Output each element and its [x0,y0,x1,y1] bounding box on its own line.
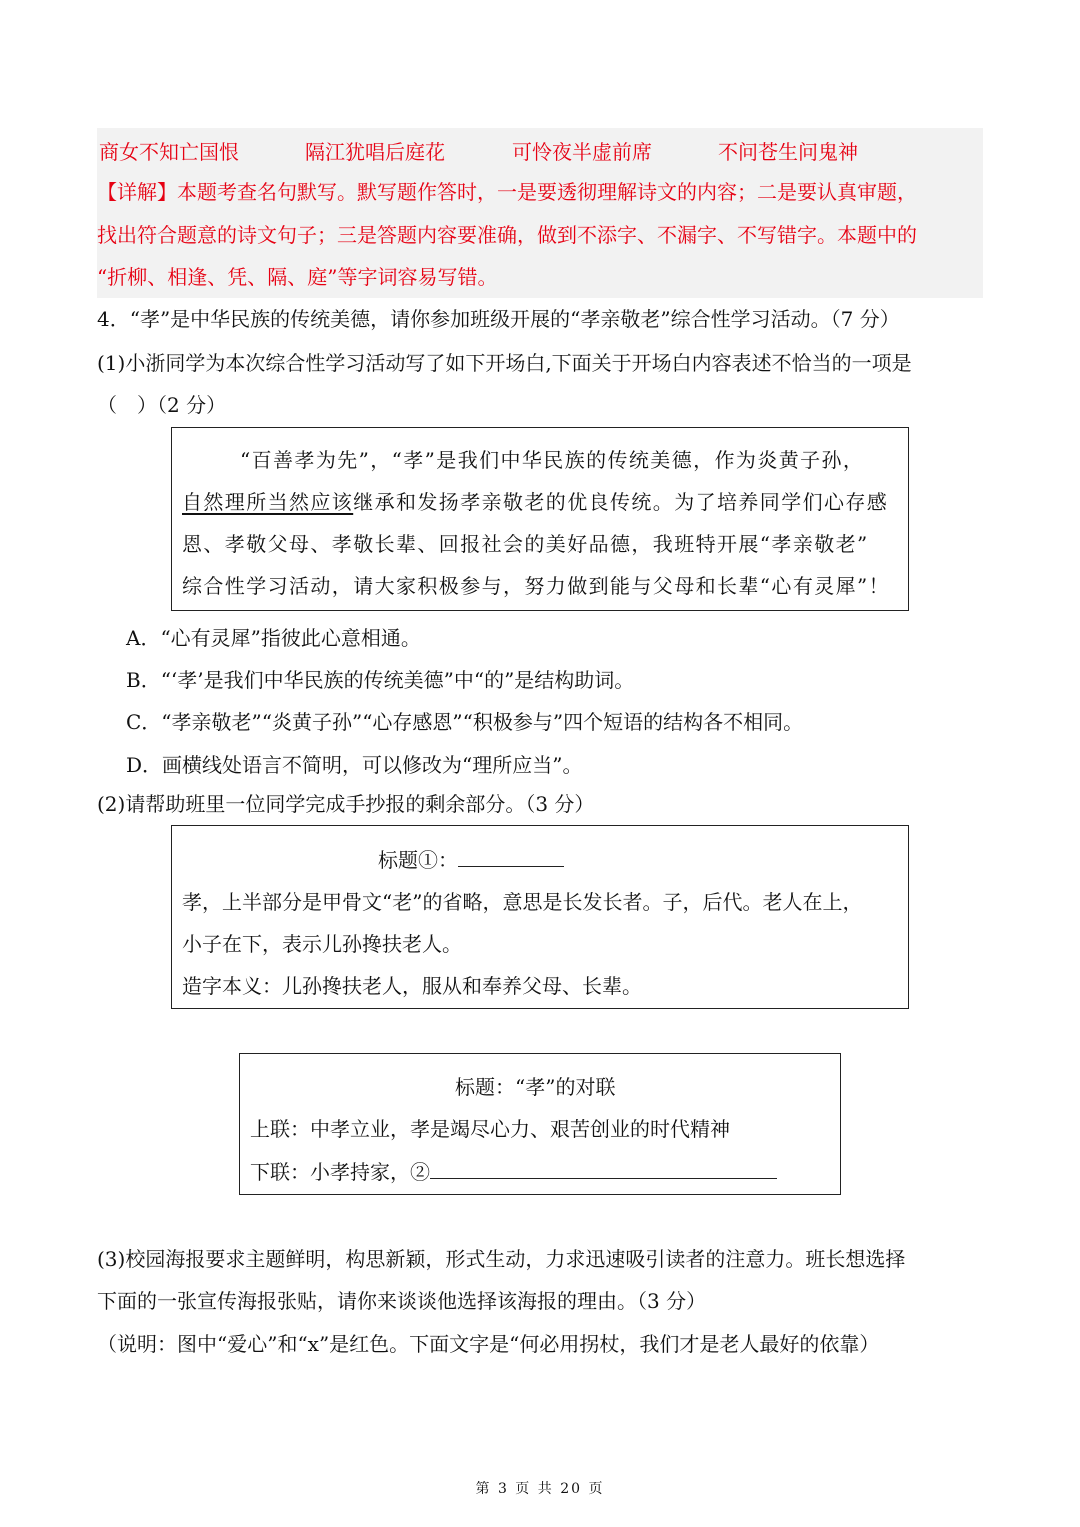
couplet-lower-label: 下联：小孝持家，② [250,1160,430,1184]
answer-item-1: 商女不知亡国恨 [99,140,239,164]
couplet-blank-2 [430,1156,777,1179]
option-c: C．“孝亲敬老”“炎黄子孙”“心存感恩”“积极参与”四个短语的结构各不相同。 [126,710,804,734]
box1-title [378,844,564,873]
underlined-phrase: 自然理所当然应该 [182,490,354,514]
quote-line-2-rest: 继承和发扬孝亲敬老的优良传统。为了培养同学们心存感 [353,490,889,514]
couplet-upper: 上联：中孝立业，孝是竭尽心力、艰苦创业的时代精神 [250,1117,730,1141]
quote-line-3: 恩、孝敬父母、孝敬长辈、回报社会的美好品德，我班特开展“孝亲敬老” [182,532,869,556]
box1-line-2: 小子在下，表示儿孙搀扶老人。 [182,932,462,956]
couplet-lower [250,1156,777,1185]
option-b: B．“‘孝’是我们中华民族的传统美德”中“的”是结构助词。 [126,668,635,692]
subquestion-1-line-1: (1)小浙同学为本次综合性学习活动写了如下开场白,下面关于开场白内容表述不恰当的一项是 [97,351,912,375]
quote-line-2 [182,486,888,515]
opening-speech-box [171,427,909,611]
subquestion-2: (2)请帮助班里一位同学完成手抄报的剩余部分。（3 分） [97,792,595,816]
quote-line-1: “百善孝为先”，“孝”是我们中华民族的传统美德，作为炎黄子孙， [240,448,865,472]
subquestion-3-line-1: (3)校园海报要求主题鲜明，构思新颖，形式生动，力求迅速吸引读者的注意力。班长想选择 [97,1247,906,1271]
answer-detail-line-1: 【详解】本题考查名句默写。默写题作答时，一是要透彻理解诗文的内容；二是要认真审题， [97,180,917,204]
title-blank-1 [458,844,564,867]
box2-title: 标题：“孝”的对联 [455,1075,616,1099]
poster-note: （说明：图中“爱心”和“x”是红色。下面文字是“何必用拐杖，我们才是老人最好的依靠） [97,1332,880,1356]
answer-item-2: 隔江犹唱后庭花 [305,140,445,164]
box1-title-label: 标题①： [378,848,458,872]
subquestion-1-line-2: （ ）（2 分） [97,393,227,417]
answer-detail-line-3: “折柳、相逢、凭、隔、庭”等字词容易写错。 [97,265,498,289]
option-d: D．画横线处语言不简明，可以修改为“理所应当”。 [126,753,583,777]
answer-detail-line-2: 找出符合题意的诗文句子；三是答题内容要准确，做到不添字、不漏字、不写错字。本题中的 [97,223,917,247]
page-footer: 第 3 页 共 20 页 [475,1481,605,1497]
option-a: A．“心有灵犀”指彼此心意相通。 [126,626,421,650]
handout-box-2 [239,1053,841,1195]
answer-item-3: 可怜夜半虚前席 [512,140,652,164]
question-4-title: 4．“孝”是中华民族的传统美德，请你参加班级开展的“孝亲敬老”综合性学习活动。（7 分） [97,307,900,331]
quote-line-4: 综合性学习活动，请大家积极参与，努力做到能与父母和长辈“心有灵犀”！ [182,574,891,598]
answer-item-4: 不问苍生问鬼神 [718,140,858,164]
box1-line-1: 孝，上半部分是甲骨文“老”的省略，意思是长发长者。子，后代。老人在上， [182,890,863,914]
subquestion-3-line-2: 下面的一张宣传海报张贴，请你来谈谈他选择该海报的理由。（3 分） [97,1289,707,1313]
box1-line-3: 造字本义：儿孙搀扶老人，服从和奉养父母、长辈。 [182,974,642,998]
handout-box-1 [171,825,909,1009]
